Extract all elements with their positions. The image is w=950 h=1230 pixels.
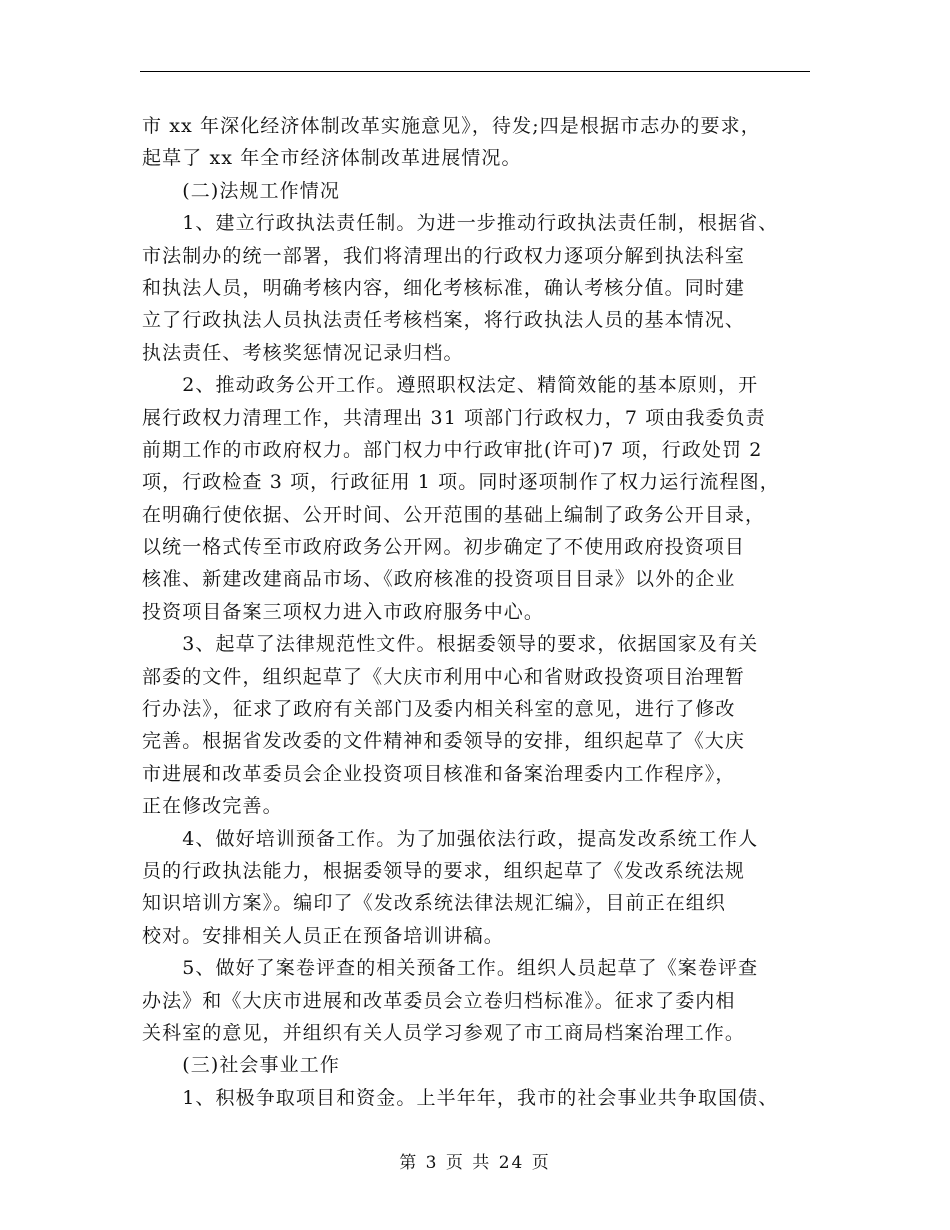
text-line: 执法责任、考核奖惩情况记录归档。 [142, 341, 464, 364]
text-line: 前期工作的市政府权力。部门权力中行政审批(许可)7 项，行政处罚 2 [142, 438, 763, 461]
text-line: 市法制办的统一部署，我们将清理出的行政权力逐项分解到执法科室 [142, 244, 746, 267]
text-line: 员的行政执法能力，根据委领导的要求，组织起草了《发改系统法规 [142, 859, 746, 882]
text-line: 3、起草了法律规范性文件。根据委领导的要求，依据国家及有关 [142, 633, 759, 656]
text-line: 校对。安排相关人员正在预备培训讲稿。 [142, 924, 504, 947]
section-heading: (二)法规工作情况 [142, 179, 340, 202]
text-line: 核准、新建改建商品市场、《政府核准的投资项目目录》以外的企业 [142, 568, 736, 591]
text-line: 4、做好培训预备工作。为了加强依法行政，提高发改系统工作人 [142, 827, 759, 850]
page-number-footer: 第 3 页 共 24 页 [399, 1153, 551, 1173]
text-line: 1、积极争取项目和资金。上半年年，我市的社会事业共争取国债、 [142, 1086, 779, 1109]
text-line: 以统一格式传至市政府政务公开网。初步确定了不使用政府投资项目 [142, 536, 746, 559]
text-line: 在明确行使依据、公开时间、公开范围的基础上编制了政务公开目录， [142, 503, 766, 526]
text-line: 知识培训方案》。编印了《发改系统法律法规汇编》，目前正在组织 [142, 892, 727, 915]
text-line: 展行政权力清理工作，共清理出 31 项部门行政权力，7 项由我委负责 [142, 406, 766, 429]
text-line: 部委的文件，组织起草了《大庆市利用中心和省财政投资项目治理暂 [142, 665, 746, 688]
text-line: 正在修改完善。 [142, 795, 283, 818]
text-line: 5、做好了案卷评查的相关预备工作。组织人员起草了《案卷评查 [142, 957, 759, 980]
text-line: 行办法》，征求了政府有关部门及委内相关科室的意见，进行了修改 [142, 698, 736, 721]
text-line: 1、建立行政执法责任制。为进一步推动行政执法责任制，根据省、 [142, 212, 779, 235]
section-heading: (三)社会事业工作 [142, 1054, 340, 1077]
text-line: 起草了 xx 年全市经济体制改革进展情况。 [142, 147, 522, 170]
text-line: 立了行政执法人员执法责任考核档案，将行政执法人员的基本情况、 [142, 309, 746, 332]
text-line: 项，行政检查 3 项，行政征用 1 项。同时逐项制作了权力运行流程图， [142, 471, 780, 494]
text-line: 关科室的意见，并组织有关人员学习参观了市工商局档案治理工作。 [142, 1021, 746, 1044]
text-line: 和执法人员，明确考核内容，细化考核标准，确认考核分值。同时建 [142, 276, 746, 299]
text-line: 完善。根据省发改委的文件精神和委领导的安排，组织起草了《大庆 [142, 730, 746, 753]
text-line: 办法》和《大庆市进展和改革委员会立卷归档标准》。征求了委内相 [142, 989, 736, 1012]
header-rule [140, 71, 810, 72]
document-body [142, 110, 832, 1114]
text-line: 2、推动政务公开工作。遵照职权法定、精简效能的基本原则，开 [142, 374, 759, 397]
text-line: 市进展和改革委员会企业投资项目核准和备案治理委内工作程序》， [142, 762, 736, 785]
text-line: 市 xx 年深化经济体制改革实施意见》，待发;四是根据市志办的要求， [142, 115, 761, 137]
text-line: 投资项目备案三项权力进入市政府服务中心。 [142, 600, 545, 623]
